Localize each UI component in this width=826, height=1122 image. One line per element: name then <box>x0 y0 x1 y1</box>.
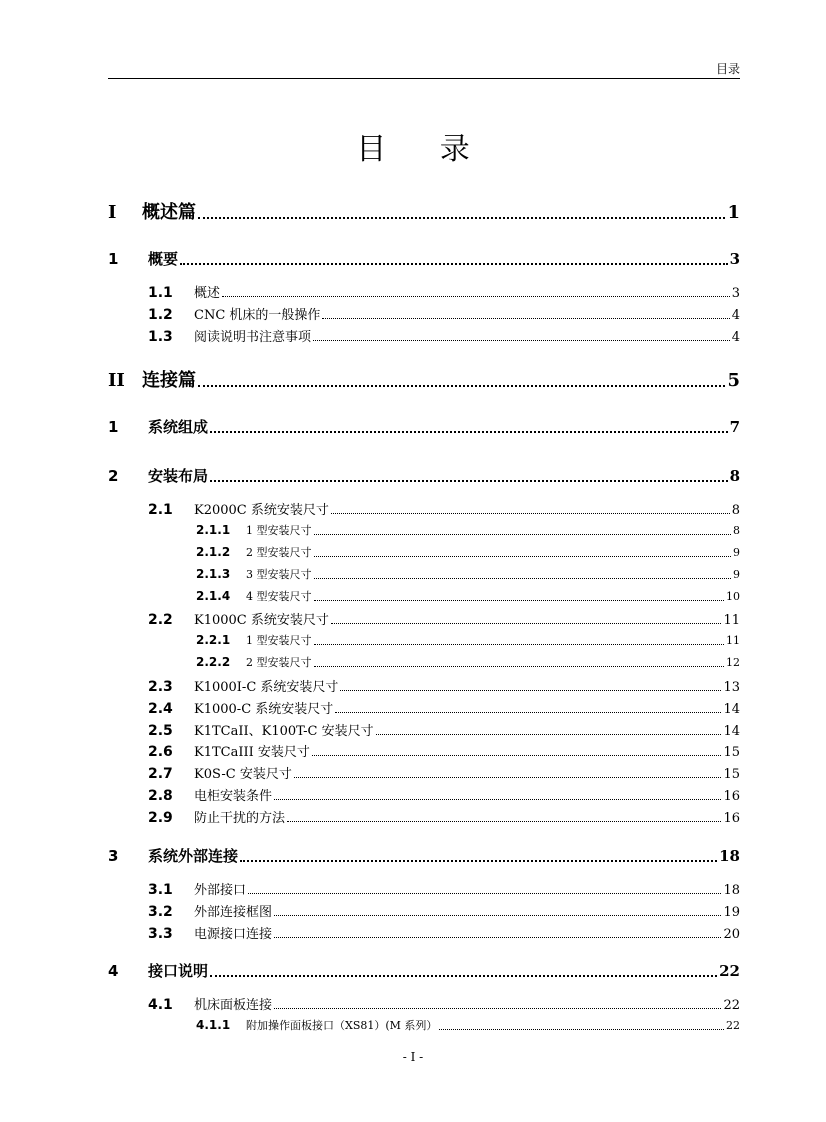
toc-page-number: 13 <box>723 680 740 695</box>
dot-leader <box>180 263 728 265</box>
toc-entry-sub[interactable] <box>196 522 740 538</box>
toc-number: 2 <box>108 467 119 485</box>
toc-number: 2.1.3 <box>196 567 231 581</box>
toc-number: 2.3 <box>148 679 173 695</box>
toc-number: 3.3 <box>148 926 173 942</box>
toc-page-number: 15 <box>723 745 740 760</box>
toc-title: K1000I-C 系统安装尺寸 <box>194 680 339 695</box>
dot-leader <box>287 821 721 822</box>
toc-title: 2 型安装尺寸 <box>246 546 312 559</box>
dot-leader <box>198 385 725 387</box>
toc-title: 1 型安装尺寸 <box>246 634 312 647</box>
toc-number: 2.7 <box>148 766 173 782</box>
toc-number: 2.2.2 <box>196 655 231 669</box>
toc-entry-sec[interactable] <box>148 879 740 898</box>
dot-leader <box>314 578 732 579</box>
toc-title: 连接篇 <box>142 370 196 391</box>
toc-number: 2.5 <box>148 723 173 739</box>
toc-page-number: 14 <box>723 724 740 739</box>
toc-page-number: 20 <box>723 927 740 942</box>
toc-entry-chap[interactable] <box>108 960 740 981</box>
toc-title: 外部连接框图 <box>194 905 273 920</box>
dot-leader <box>312 755 722 756</box>
toc-entry-sec[interactable] <box>148 901 740 920</box>
dot-leader <box>274 915 721 916</box>
toc-title: 3 型安装尺寸 <box>246 568 312 581</box>
toc-entry-sec[interactable] <box>148 676 740 695</box>
toc-page-number: 8 <box>731 503 740 518</box>
toc-page-number: 16 <box>723 789 740 804</box>
toc-entry-sub[interactable] <box>196 566 740 582</box>
toc-entry-sec[interactable] <box>148 499 740 518</box>
dot-leader <box>314 600 725 601</box>
toc-page-number: 15 <box>723 767 740 782</box>
toc-entry-part[interactable] <box>108 198 740 224</box>
toc-number: 2.4 <box>148 701 173 717</box>
toc-page-number: 22 <box>726 1019 740 1032</box>
dot-leader <box>210 975 717 977</box>
toc-entry-chap[interactable] <box>108 465 740 486</box>
page-header <box>108 60 740 79</box>
dot-leader <box>274 937 721 938</box>
toc-entry-sec[interactable] <box>148 763 740 782</box>
dot-leader <box>210 431 728 433</box>
toc-page-number: 4 <box>731 308 740 323</box>
dot-leader <box>314 534 732 535</box>
toc-title: 系统组成 <box>148 418 209 436</box>
toc-title: 概要 <box>148 250 179 268</box>
toc-entry-sub[interactable] <box>196 654 740 670</box>
toc-number: II <box>108 370 125 391</box>
toc-title: 系统外部连接 <box>148 847 239 865</box>
page-title: 目 录 <box>356 132 492 167</box>
toc-page-number: 22 <box>723 998 740 1013</box>
dot-leader <box>274 799 721 800</box>
toc-number: 1.3 <box>148 329 173 345</box>
toc-page-number: 19 <box>723 905 740 920</box>
toc-page-number: 7 <box>729 418 740 436</box>
dot-leader <box>376 734 722 735</box>
toc-number: 3.1 <box>148 882 173 898</box>
dot-leader <box>340 690 721 691</box>
toc-entry-sec[interactable] <box>148 741 740 760</box>
toc-page-number: 10 <box>726 590 740 603</box>
dot-leader <box>294 777 722 778</box>
toc-title: 电源接口连接 <box>194 927 273 942</box>
toc-title: 2 型安装尺寸 <box>246 656 312 669</box>
toc-page-number: 14 <box>723 702 740 717</box>
dot-leader <box>314 644 725 645</box>
toc-entry-chap[interactable] <box>108 416 740 437</box>
toc-title: 接口说明 <box>148 962 209 980</box>
toc-title: K0S-C 安装尺寸 <box>194 767 292 782</box>
dot-leader <box>313 340 730 341</box>
toc-title: CNC 机床的一般操作 <box>194 308 321 323</box>
toc-entry-sec[interactable] <box>148 923 740 942</box>
dot-leader <box>439 1029 724 1030</box>
toc-entry-chap[interactable] <box>108 248 740 269</box>
toc-title: K1000-C 系统安装尺寸 <box>194 702 334 717</box>
toc-entry-sub[interactable] <box>196 632 740 648</box>
toc-number: 4 <box>108 962 119 980</box>
toc-number: 1 <box>108 418 119 436</box>
toc-title: 外部接口 <box>194 883 247 898</box>
toc-entry-part[interactable] <box>108 366 740 392</box>
toc-page-number: 18 <box>723 883 740 898</box>
toc-entry-sec[interactable] <box>148 609 740 628</box>
toc-entry-sec[interactable] <box>148 994 740 1013</box>
toc-page-number: 3 <box>729 250 740 268</box>
toc-number: 4.1 <box>148 997 173 1013</box>
toc-page-number: 18 <box>719 847 740 865</box>
toc-entry-sub[interactable] <box>196 588 740 604</box>
toc-page-number: 9 <box>733 546 740 559</box>
toc-title: 机床面板连接 <box>194 998 273 1013</box>
toc-entry-sec[interactable] <box>148 326 740 345</box>
toc-title: K2000C 系统安装尺寸 <box>194 503 329 518</box>
toc-title: K1000C 系统安装尺寸 <box>194 613 329 628</box>
dot-leader <box>274 1008 721 1009</box>
dot-leader <box>198 217 725 219</box>
toc-number: 2.9 <box>148 810 173 826</box>
dot-leader <box>248 893 721 894</box>
dot-leader <box>314 556 732 557</box>
toc-title: 概述篇 <box>142 202 196 223</box>
toc-title: 防止干扰的方法 <box>194 811 286 826</box>
toc-title: K1TCaIII 安装尺寸 <box>194 745 310 760</box>
page-number: - I - <box>402 1050 424 1064</box>
toc-page-number: 22 <box>719 962 740 980</box>
toc-title: 电柜安装条件 <box>194 789 273 804</box>
toc-entry-sec[interactable] <box>148 807 740 826</box>
toc-entry-sec[interactable] <box>148 785 740 804</box>
toc-number: 1.1 <box>148 285 173 301</box>
dot-leader <box>210 480 728 482</box>
toc-page-number: 11 <box>726 634 740 647</box>
toc-number: 2.1.1 <box>196 523 231 537</box>
toc-title: 安装布局 <box>148 467 209 485</box>
toc-page-number: 11 <box>723 613 740 628</box>
dot-leader <box>240 860 717 862</box>
toc-number: 2.1.4 <box>196 589 231 603</box>
dot-leader <box>331 513 730 514</box>
toc-entry-sec[interactable] <box>148 720 740 739</box>
toc-page-number: 12 <box>726 656 740 669</box>
dot-leader <box>335 712 721 713</box>
toc-title: 1 型安装尺寸 <box>246 524 312 537</box>
toc-number: 2.1.2 <box>196 545 231 559</box>
toc-number: 2.6 <box>148 744 173 760</box>
toc-title: 阅读说明书注意事项 <box>194 330 312 345</box>
dot-leader <box>331 623 722 624</box>
dot-leader <box>322 318 729 319</box>
toc-title: K1TCaII、K100T-C 安装尺寸 <box>194 724 374 739</box>
toc-number: I <box>108 202 117 223</box>
toc-number: 2.2.1 <box>196 633 231 647</box>
dot-leader <box>222 296 730 297</box>
toc-number: 2.8 <box>148 788 173 804</box>
toc-page-number: 16 <box>723 811 740 826</box>
toc-entry-sub[interactable] <box>196 1017 740 1033</box>
toc-number: 2.2 <box>148 612 173 628</box>
toc-number: 2.1 <box>148 502 173 518</box>
header-label: 目录 <box>715 62 740 76</box>
toc-entry-sec[interactable] <box>148 304 740 323</box>
toc-title: 附加操作面板接口（XS81）(M 系列） <box>246 1019 438 1032</box>
toc-number: 4.1.1 <box>196 1018 231 1032</box>
dot-leader <box>314 666 725 667</box>
toc-title: 概述 <box>194 286 221 301</box>
toc-page-number: 8 <box>733 524 740 537</box>
toc-number: 3 <box>108 847 119 865</box>
toc-entry-sec[interactable] <box>148 698 740 717</box>
toc-page-number: 4 <box>731 330 740 345</box>
toc-page-number: 8 <box>729 467 740 485</box>
toc-number: 3.2 <box>148 904 173 920</box>
toc-page-number: 3 <box>731 286 740 301</box>
toc-number: 1 <box>108 250 119 268</box>
toc-page-number: 5 <box>727 370 740 391</box>
toc-entry-chap[interactable] <box>108 845 740 866</box>
toc-entry-sec[interactable] <box>148 282 740 301</box>
toc-number: 1.2 <box>148 307 173 323</box>
toc-page-number: 9 <box>733 568 740 581</box>
toc-title: 4 型安装尺寸 <box>246 590 312 603</box>
toc-page-number: 1 <box>727 202 740 223</box>
toc-entry-sub[interactable] <box>196 544 740 560</box>
